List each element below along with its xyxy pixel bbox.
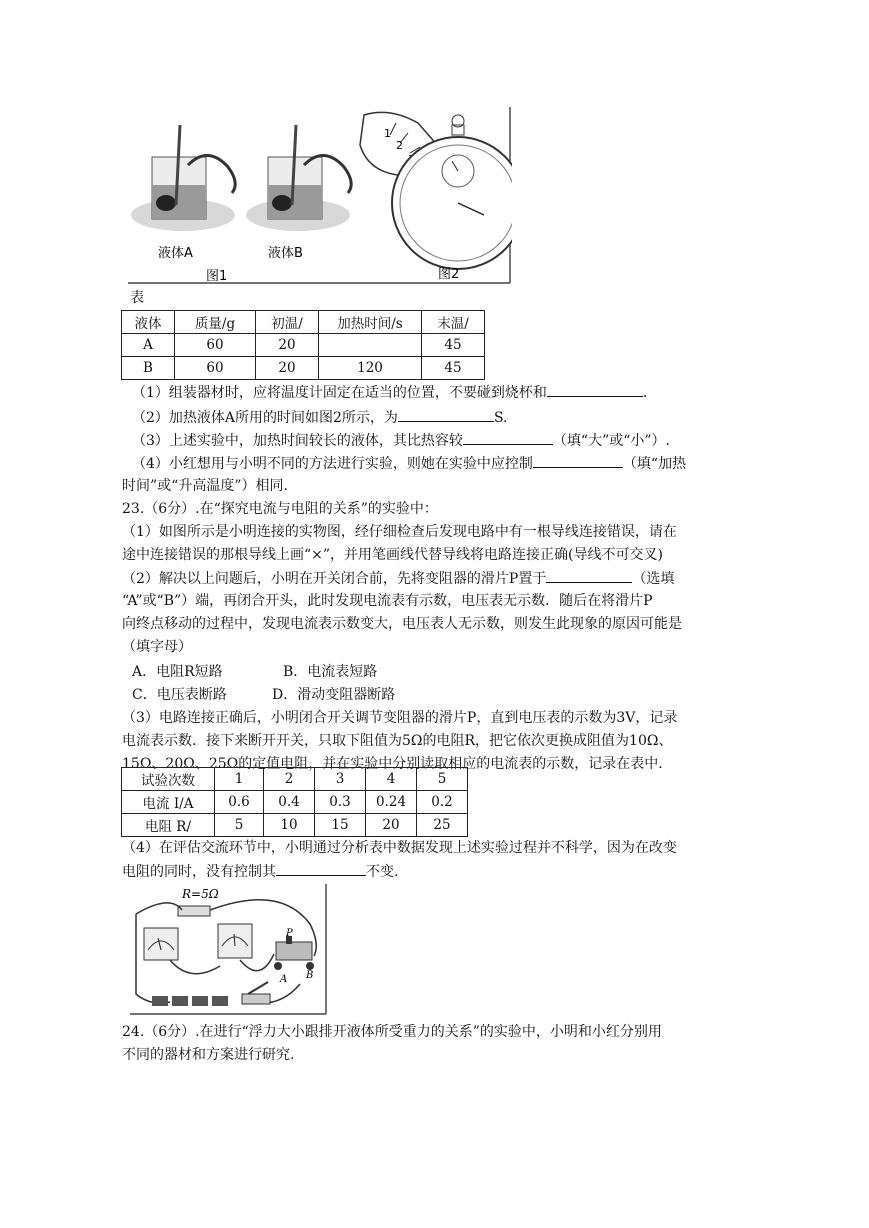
q23-p4-end: 不变. [366,864,399,880]
fig2-caption: 图2 [438,267,460,282]
table-cell: 20 [256,334,319,357]
figure-1-2 [128,105,512,285]
table-cell: 45 [422,357,485,380]
liquid-b-label: 液体B [268,246,303,261]
q23-p1-line2: 途中连接错误的那根导线上画“×”，并用笔画线代替导线将电路连接正确(导线不可交叉) [122,547,663,563]
q22-p4-text: （4）小红想用与小明不同的方法进行实验，则她在实验中应控制 [132,456,533,472]
liquid-a-label: 液体A [158,246,193,261]
table-cell: 电阻 R/ [122,814,215,837]
table-row [122,791,468,814]
table-cell: 60 [175,357,256,380]
beaker-b-icon [246,125,351,231]
table1 [121,310,485,380]
switch-icon [242,982,270,1004]
q22-part2 [132,407,507,428]
voltmeter-icon [144,928,178,960]
q23-title: 23.（6分）.在“探究电流与电阻的关系”的实验中： [122,501,438,517]
q23-p4-text: 电阻的同时，没有控制其 [122,864,276,880]
table-cell: 10 [264,814,315,837]
q23-p3-line1: （3）电路连接正确后，小明闭合开关调节变阻器的滑片P，直到电压表的示数为3V，记录 [122,710,678,726]
option-c: C．电压表断路 [132,687,227,703]
q23-p3-line3: 15Ω、20Ω、25Ω的定值电阻，并在实验中分别读取相应的电流表的示数，记录在表中． [122,756,673,772]
beaker-a-icon [131,125,235,231]
slider-p-label: P [286,928,293,939]
q22-part1 [132,382,647,403]
table-cell: 液体 [122,311,175,334]
table-row [122,334,485,357]
q22-part3 [132,430,670,451]
table-cell: 120 [319,357,422,380]
q22-p1-text: （1）组装器材时，应将温度计固定在适当的位置，不要碰到烧杯和 [132,385,547,401]
q23-p2-line4: （填字母） [122,639,192,655]
answer-blank[interactable] [533,453,623,468]
table-cell: 电流 I/A [122,791,215,814]
q23-part4-line2 [122,861,398,882]
table-row [122,311,485,334]
table-cell: 5 [417,768,468,791]
q24-line1: 24.（6分）.在进行“浮力大小跟排开液体所受重力的关系”的实验中，小明和小红分别用 [122,1024,662,1040]
ammeter-icon [218,924,252,958]
q22-p4-line2: 时间”或“升高温度”）相同. [122,478,288,494]
figure-illustration [128,105,512,285]
table-row [122,814,468,837]
q22-p2-text: （2）加热液体A所用的时间如图2所示，为 [132,410,398,426]
answer-blank[interactable] [547,382,643,397]
answer-blank[interactable] [398,407,494,422]
q22-p2-end: S. [493,410,508,426]
table-cell: 0.24 [366,791,417,814]
table-cell: 3 [315,768,366,791]
table-cell: 0.6 [215,791,264,814]
dial-number-1: 1 [384,127,391,140]
q23-p2-end: （选填 [632,571,675,587]
q23-p3-line2: 电流表示数．接下来断开开关，只取下阻值为5Ω的电阻R，把它依次更换成阻值为10Ω、 [122,733,673,749]
table-cell [319,334,422,357]
battery-icon [152,996,228,1006]
table-cell: 加热时间/s [319,311,422,334]
table-cell: 45 [422,334,485,357]
table-cell: 0.4 [264,791,315,814]
table-cell: 初温/ [256,311,319,334]
circuit-diagram [130,884,330,1016]
option-b: B．电流表短路 [283,664,378,680]
table-cell: 20 [256,357,319,380]
q23-p1-line1: （1）如图所示是小明连接的实物图，经仔细检查后发现电路中有一根导线连接错误，请在 [122,524,677,540]
table2 [121,767,468,837]
q22-p1-end: . [642,385,648,401]
table-cell: 试验次数 [122,768,215,791]
table-cell: B [122,357,175,380]
q22-part4 [132,453,686,474]
q23-p2-text: （2）解决以上问题后，小明在开关闭合前，先将变阻器的滑片P置于 [122,571,547,587]
q22-p4-end: （填“加热 [622,456,687,472]
resistor-icon [178,906,210,916]
stopwatch-icon [360,112,512,269]
circuit-illustration [130,884,330,1016]
table-cell: 0.3 [315,791,366,814]
table-cell: 25 [417,814,468,837]
answer-blank[interactable] [276,861,366,876]
table-cell: 15 [315,814,366,837]
table-cell: 1 [215,768,264,791]
terminal-b-label: B [306,970,314,981]
table1-title: 表 [130,290,144,306]
q24-line2: 不同的器材和方案进行研究. [122,1047,295,1063]
q23-part2-line1 [122,568,674,589]
rheostat-icon [274,936,314,970]
table-cell: 60 [175,334,256,357]
table-row [122,768,468,791]
answer-blank[interactable] [463,430,553,445]
table-cell: A [122,334,175,357]
table-cell: 20 [366,814,417,837]
fig1-caption: 图1 [206,269,228,284]
q23-p4-line1: （4）在评估交流环节中，小明通过分析表中数据发现上述实验过程并不科学，因为在改变 [122,840,677,856]
table-cell: 0.2 [417,791,468,814]
q23-p2-line3: 向终点移动的过程中，发现电流表示数变大，电压表人无示数，则发生此现象的原因可能是 [122,616,682,632]
terminal-a-label: A [280,974,288,985]
table-cell: 5 [215,814,264,837]
dial-number-2: 2 [396,139,403,152]
table-cell: 末温/ [422,311,485,334]
q22-p3-end: （填“大”或“小”）. [552,433,670,449]
resistor-label: R=5Ω [182,887,219,901]
q23-p2-line2: “A”或“B”）端，再闭合开头，此时发现电流表有示数，电压表无示数．随后在将滑片P [122,593,653,609]
table-cell: 4 [366,768,417,791]
option-a: A．电阻R短路 [132,664,223,680]
answer-blank[interactable] [546,568,632,583]
table-cell: 2 [264,768,315,791]
option-d: D．滑动变阻器断路 [272,687,396,703]
table-cell: 质量/g [175,311,256,334]
table-row [122,357,485,380]
q22-p3-text: （3）上述实验中，加热时间较长的液体，其比热容较 [132,433,463,449]
